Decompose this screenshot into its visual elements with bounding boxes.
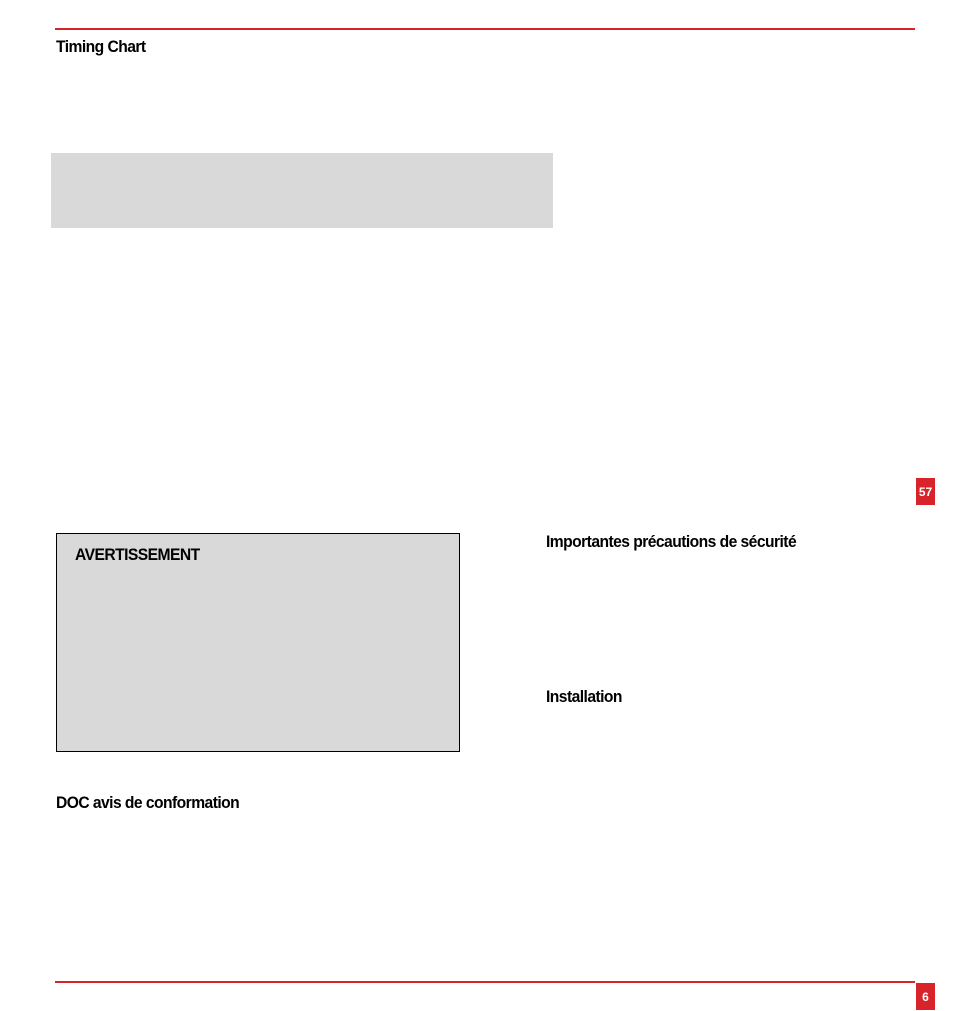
header-rule xyxy=(55,28,915,30)
footer-rule xyxy=(55,981,915,983)
section-title-doc: DOC avis de conformation xyxy=(56,793,240,812)
warning-box xyxy=(56,533,460,752)
warning-title: AVERTISSEMENT xyxy=(75,545,200,564)
side-page-number-tab: 57 xyxy=(916,478,935,505)
section-title-timing-chart: Timing Chart xyxy=(56,37,146,56)
section-title-installation: Installation xyxy=(546,687,622,706)
gray-panel xyxy=(51,153,553,228)
footer-page-number-tab: 6 xyxy=(916,983,935,1010)
section-title-safety: Importantes précautions de sécurité xyxy=(546,532,797,551)
